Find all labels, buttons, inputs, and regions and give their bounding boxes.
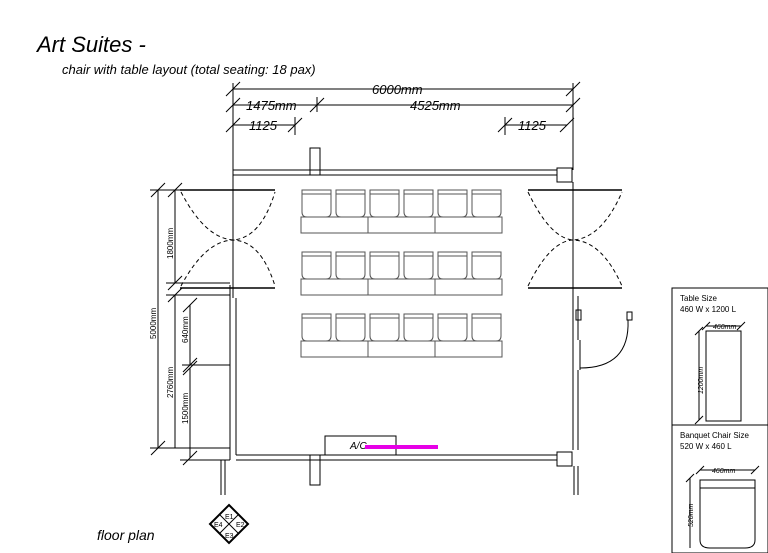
chair [472, 190, 501, 217]
chair [336, 190, 365, 217]
dim-total-depth: 5000mm [149, 307, 158, 339]
compass-icon [210, 505, 248, 543]
dim-right-segment: 4525mm [410, 98, 461, 113]
dim-left-door: 1125 [249, 118, 277, 133]
dim-segment-1500: 1500mm [181, 392, 190, 424]
chair [336, 252, 365, 279]
compass-e4: E4 [214, 522, 223, 529]
left-dimensions [150, 183, 230, 465]
legend-table-length: 1200mm [698, 366, 705, 394]
room-walls [180, 148, 632, 495]
dim-segment-640: 640mm [181, 316, 190, 343]
table [368, 217, 435, 233]
chair [370, 252, 399, 279]
chair [438, 190, 467, 217]
legend-table-size: 460 W x 1200 L [680, 305, 737, 314]
compass-e1: E1 [225, 514, 234, 521]
chair [302, 252, 331, 279]
chair [404, 314, 433, 341]
chair [370, 190, 399, 217]
chair [302, 190, 331, 217]
table [301, 279, 368, 295]
chair [438, 314, 467, 341]
ac-label: A/C [350, 441, 367, 452]
chair [336, 314, 365, 341]
table [435, 279, 502, 295]
table [435, 217, 502, 233]
side-door [580, 320, 628, 370]
legend-chair-size: 520 W x 460 L [680, 442, 732, 451]
chair [370, 314, 399, 341]
compass-e3: E3 [225, 533, 234, 540]
floor-plan-label: floor plan [97, 527, 155, 543]
legend-chair-width: 460mm [712, 468, 736, 475]
chair [472, 252, 501, 279]
legend-table-title: Table Size [680, 294, 717, 303]
chair [438, 252, 467, 279]
table [435, 341, 502, 357]
chair [404, 190, 433, 217]
dim-overall-width: 6000mm [372, 82, 423, 97]
seating-layout [301, 190, 502, 357]
right-double-door [528, 182, 622, 296]
left-double-door [180, 182, 275, 298]
dim-door-depth: 1800mm [166, 227, 175, 259]
chair [302, 314, 331, 341]
legend-chair-title: Banquet Chair Size [680, 431, 749, 440]
dim-right-door: 1125 [518, 118, 546, 133]
page-subtitle: chair with table layout (total seating: 18 pax) [62, 62, 316, 77]
table [368, 341, 435, 357]
chair [404, 252, 433, 279]
table [301, 217, 368, 233]
dim-left-segment: 1475mm [246, 98, 297, 113]
table [301, 341, 368, 357]
dim-lower-depth: 2760mm [166, 366, 175, 398]
compass-e2: E2 [236, 522, 245, 529]
chair [472, 314, 501, 341]
legend-chair [672, 425, 768, 553]
page-title: Art Suites - [37, 32, 146, 57]
table [368, 279, 435, 295]
legend-chair-length: 520mm [688, 503, 695, 527]
legend-table [672, 288, 768, 425]
legend-table-width: 460mm [713, 324, 737, 331]
